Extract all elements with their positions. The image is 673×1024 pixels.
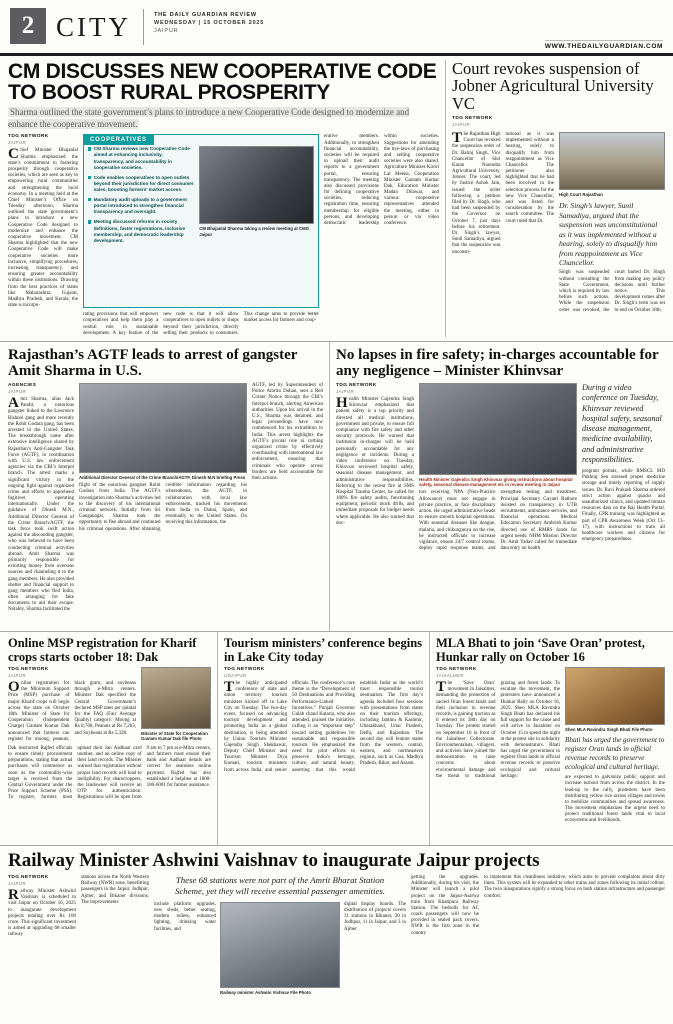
top-band <box>0 56 673 342</box>
body-text: The highly anticipated conference of state and union territory tourism ministers kicked off in Lake City on Tuesday. The two-day event, focused on advancing tourism development and promoting India as a global destination, is being attended by Union Tourism Minister Gajendra Singh Shekhawat, Deputy Chief Minister and Tourism Minister Diya Kumari, tourism ministers from across India, and senior officials. The conference’s core theme is the “Development of 50 Destinations and Providing Performance-Linked Incentives.” Punjab Governor Gulab chand Kataria, who also attended, praised the initiative, calling it an “important step” toward setting guidelines for sustainable and responsible tourism. He emphasized the need for joint efforts to preserve India’s heritage, culture, and natural beauty, asserting that this would establish India as the world’s most responsible tourist destination. The first day’s agenda included four sessions with presentations from states on their tourism offerings, including Jammu & Kashmir, Uttarakhand, Uttar Pradesh, Delhi, and Rajasthan. The second day will feature states from the western, central, eastern, and northeastern regions, such as Goa, Madhya Pradesh, Bihar, and Assam. <box>224 679 423 773</box>
byline-agency: TDG NETWORK <box>224 667 265 672</box>
body-text: AGTF, led by Superintendent of Police Amrita Duhan, sent a Red Corner Notice through the CBI’s Interpol branch, alerting American authorities. Upon his arrival in the U.S., Sharma was detained, and legal proceedings have now commenced for his extradition to India. This arrest highlights the AGTF’s pivotal role in curbing organized crime by effectively coordinating with international law enforcement, ensuring that criminals who operate across borders are held accountable for their actions. <box>252 383 323 481</box>
photo-caption: Health Minister Gajendra Singh Khinvsar giving instructions about hospital safety, seasonal disease management etc in review meeting in Jaipur <box>419 477 573 488</box>
court-right-column <box>559 132 665 337</box>
body-text: include platform upgrades, new sheds, better seating, modern toilets, enhanced lighting, drinking water facilities, and <box>154 901 216 932</box>
coop-bullet-text: Meeting discussed reforms in society definitions, faster registrations, inclusive membership, and democratic leadership development. <box>93 219 186 243</box>
body-text: flight of the notorious gangster Rohit Godara from India. The AGTF’s investigation into Sharma’s activities led to the discovery of his international criminal network. Initially from Sri Ganganagar, Sharma took the opportunity to flee abroad and continued his criminal operations. After obtaining credible information regarding his whereabouts, the AGTF, in collaboration with local law enforcement, tracked his movements from India to Dubai, Spain, and eventually to the United States. On receiving this information, the <box>79 483 247 532</box>
fire-center <box>419 383 577 627</box>
photo-caption: High Court Rajasthan <box>559 191 603 197</box>
body-text: tors receiving NPA (Non-Practice Allowance) must not engage in private practice, or face disciplinary action. He urged administrative heads to ensure smooth hospital operations. With seasonal diseases like dengue, malaria, and chikungunya on the rise, he instructed officials to increase vigilance, ensure 24/7 control rooms, deploy rapid response teams, and strengthen testing and treatment. Principal Secretary Gayatri Rathore insisted on transparency in UTB recruitments, ambulance services, and financial operations. Medical Education Secretary Ambrish Kumar directed use of RMRS funds for urgent needs. NHM Mission Director Dr. Amit Yadav called for immediate data entry on health <box>419 490 577 552</box>
body-text: Singh was suspended without consulting the State Government, which is required by law before such actions. While the suspension order was revoked, the court barred Dr. Singh from making any policy decisions until further notice. This development comes after Dr. Singh’s term was set to end on October 18th. <box>559 270 665 313</box>
fire-right-column <box>582 383 665 627</box>
pull-quote: Bhati has urged the government to register Oran lands in official revenue records to preserve ecological and cultural heritage. <box>565 736 665 772</box>
section-title: CITY <box>56 12 131 42</box>
court-headline: Court revokes suspension of Jobner Agricultural University VC <box>452 59 654 113</box>
middle-band <box>0 342 673 632</box>
photo-caption: Minister of State for Cooperation Gautam Kumar Dak file Photo <box>141 731 208 742</box>
railway-column-1 <box>8 875 76 1007</box>
body-text: Health Minister Gajendra Singh Khinvsar emphasized that patient safety is a top priority and directed all medical institutions, government and private, to ensure full compliance with fire safety and other security protocols. He warned that institution in-charges will be held personally accountable for any negligence or incidents. During a video conference on Tuesday, Khinvsar reviewed hospital safety, seasonal disease management, and administrative responsibilities. Referring to the recent fire at SMS Hospital Trauma Center, he called for 100% fire safety audits, functioning equipment, periodic mock drills, and immediate proposals for budget needs where applicable. He also warned that doc- <box>336 395 414 526</box>
article-msp-registration <box>0 632 218 845</box>
msp-headline: Online MSP registration for Kharif crops starts october 18: Dak <box>8 636 197 664</box>
byline-city: JAIPUR <box>336 389 355 395</box>
court-headline-wrap <box>452 60 665 130</box>
lower-band <box>0 632 673 846</box>
byline-city: JAIPUR <box>8 880 27 886</box>
lead-photo-column <box>199 146 314 303</box>
health-minister-photo <box>419 383 577 475</box>
byline <box>336 383 414 394</box>
article-fire-safety <box>330 342 673 631</box>
railway-deck-quote: These 68 stations were not part of the Amrit Bharat Station Scheme, yet they will receive essential passenger amenities. <box>175 874 385 897</box>
bottom-band <box>0 846 673 1016</box>
agtf-center <box>79 383 247 627</box>
article-court-vc <box>446 60 665 337</box>
mla-bhati-photo <box>565 667 665 725</box>
coop-bullet-text: CM Sharma reviews new Cooperative Code aimed at enhancing inclusivity, transparency, and accountability in cooperative societies. <box>93 146 190 170</box>
photo-caption: Additional Director General of the Crime Branch/AGTF, Dinesh M.N briefing Press <box>79 475 246 481</box>
byline-city: JAIPUR <box>8 140 27 146</box>
court-columns <box>452 129 665 337</box>
photo-caption: Sheo MLA Ravindra Singh Bhati File Photo <box>565 727 653 732</box>
body-text: to implement this cleanliness initiative, which aims to prevent complaints about dirty linen. This system will be expanded to other trains and zones following its initial rollout. The twin inaugurations signify a strong focus on both station infrastructure and passenger comfort. <box>484 874 665 899</box>
railway-minister-photo <box>220 902 340 988</box>
railway-center <box>154 875 406 1007</box>
date-line: WEDNESDAY | 15 OCTOBER 2025 <box>154 20 265 26</box>
body-text: tutional as it was implemented without a hearing, solely to disqualify him from reappointment as Vice Chancellor. The petitioner also highlighted that he had been involved in the selection process for the new Vice Chancellor, and was listed for consideration by the search committee. The court ruled that Dr. <box>505 131 554 224</box>
bullet-square-icon <box>88 198 91 201</box>
pull-quote: During a video conference on Tuesday, Khinvsar reviewed hospital safety, seasonal disease management, medicine availability, and administrative responsibilities. <box>582 383 662 464</box>
coop-bullet-text: Mandatory audit uploads to a government portal introduced to strengthen financial transparency and oversight. <box>93 197 187 215</box>
article-save-oran <box>430 632 673 845</box>
masthead <box>0 0 673 56</box>
page-number: 2 <box>10 8 46 44</box>
masthead-divider <box>143 9 144 45</box>
body-text: erative members. Additionally, to strengthen financial accountability, societies will be required to upload their audit reports to a government portal, ensuring transparency. The meeting also discussed provisions for defining cooperative societies, reducing registration time, ensuring membership for eligible persons, and developing democratic leadership within societies. Suggestions for amending the bye-laws of purchasing and selling cooperative societies were also shared. Agriculture Minister Kirori Lal Meena, Cooperation Minister Gautam Kumar Dak, Education Minister Madan Dilawar, and various cooperative representatives attended the meeting, either in person or via video conference. <box>324 134 439 226</box>
minister-dak-photo <box>141 667 211 729</box>
agtf-briefing-photo <box>79 383 247 473</box>
lead-column-1 <box>8 134 78 337</box>
article-railway-projects <box>8 851 665 1007</box>
bullet-square-icon <box>88 147 91 150</box>
bullet-square-icon <box>88 176 91 179</box>
byline <box>224 667 423 678</box>
pull-quote: Dr. Singh’s lawyer, Sunil Samadiya, argued that the suspension was unconstitutional as it was implemented without a hearing, solely to disqualify him from reappointment as Vice Chancellor. <box>559 201 658 267</box>
cm-meeting-photo <box>199 146 314 224</box>
body-text: rating provisions that will empower cooperatives and help them play a central role in sustainable development. A key feature of the new code is that it will allow cooperatives to open outlets or shops beyond their jurisdiction, directly selling their products to consumers. This change aims to provide better market access for farmers and coop- <box>83 312 319 336</box>
photo-caption: Railway minister Ashwini Vishnav File Photo <box>220 989 311 995</box>
website-url: WWW.THEDAILYGUARDIAN.COM <box>545 40 663 50</box>
byline-city: UDAIPUR <box>224 673 247 678</box>
msp-text-left <box>8 667 136 743</box>
byline-agency: TDG NETWORK <box>8 667 49 672</box>
railway-columns <box>8 875 665 1007</box>
byline-agency: TDG NETWORK <box>8 874 49 880</box>
article-agtf-arrest <box>0 342 330 631</box>
byline <box>452 116 665 127</box>
tourism-headline: Tourism ministers’ conference begins in Lake City today <box>224 636 423 664</box>
body-text: digital display boards. The distribution of projects covers 31 stations in Bikaner, 20 in Jodhpur, 11 in Jaipur, and 3 in Ajmer <box>344 901 406 932</box>
coop-bullet <box>88 197 194 215</box>
body-text: Amit Sharma, alias Jack Pandit, a notorious gangster linked to the Lawrence Bishnoi gang and more recently the Rohit Godara gang, has been arrested in the United States. The breakthrough came after extensive intelligence shared by Rajasthan’s Anti-Gangster Task Force (AGTF), in coordination with U.S. law enforcement agencies via the CBI’s Interpol branch. The arrest marks a significant victory in the ongoing fight against organized crime and efforts to apprehend fugitives operating internationally. Under the guidance of Dinesh M.N., Additional Director General of the Crime Branch/AGTF, the task force took swift action against the absconding gangster, who was believed to have been conducting criminal activities abroad. Amit Sharma was primarily responsible for extorting money from overseas sources and channeling it to the gang members. He also provided shelter and financial support to gang members who fled India, often arranging for fake documents to aid their escape. Notably, Sharma facilitated the <box>8 395 74 613</box>
fire-column-1 <box>336 383 414 627</box>
byline-city: JAIPUR <box>8 389 27 395</box>
article-tourism-conference <box>218 632 430 845</box>
oran-columns <box>436 667 665 841</box>
byline-agency: TDG NETWORK <box>452 115 493 121</box>
coop-bullet-list <box>88 146 194 303</box>
byline-agency: TDG NETWORK <box>8 134 49 140</box>
lead-subhead <box>8 107 439 130</box>
coop-bullet-text: Code enables cooperatives to open outlets beyond their jurisdiction for direct consumer sales, boosting farmers’ market access. <box>93 174 194 193</box>
article-cooperative-code <box>8 60 446 337</box>
byline-city: JAISALMER <box>436 673 464 678</box>
body-text: Dak instructed Rajfed officials to ensure timely procurement preparations, stating that actual purchases will commence as soon as the commodity-wise target is received from the Central Government under the Price Support Scheme (PSS). To register, farmers must upload their Jan Aadhaar card number, and an online copy of their land records. The Minister warned that registration without proper land records will lead to ineligibility. For sharecroppers, the landowner will receive an OTP for authentication. Registrations will be open from 9 am to 7 pm at e-Mitra centers, and farmers must ensure their bank and Aadhaar details are correct for seamless online payment. Rajfed has also established a helpline at 1800-180-6001 for farmer assistance. <box>8 745 211 801</box>
lead-subhead-text: Sharma outlined the state government’s plans to introduce a new Cooperative Code designed to modernize and enhance the cooperative movement. <box>8 107 410 129</box>
byline-agency: TDG NETWORK <box>336 383 377 389</box>
lead-headline: CM DISCUSSES NEW COOPERATIVE CODE TO BOOST RURAL PROSPERITY <box>8 60 437 104</box>
masthead-info <box>154 8 264 34</box>
body-text: The Rajasthan High Court has revoked the suspension order of Dr. Balraj Singh, Vice Chancellor of Shri Karan Narendra Agricultural University, Jobner. The court, led by Justice Ashok Jain, issued the order following a petition filed by Dr. Singh, who had been suspended by the Governor on October 7, just days before his retirement. Dr. Singh’s lawyer, Sunil Samadiya, argued that the suspension was unconsti- <box>452 129 501 255</box>
lead-columns <box>8 134 439 337</box>
byline-city: JAIPUR <box>8 673 27 678</box>
coop-bullet <box>88 146 194 170</box>
fire-headline: No lapses in fire safety; in-charges accountable for any negligence – Minister Khinvsar <box>336 347 659 380</box>
body-text: Chief Minister Bhajanlal Sharma emphasized the state’s commitment to fostering prosperity through cooperative societies, which are seen as key to empowering rural communities and strengthening the local economy. In a meeting held at the Chief Minister’s Office on Tuesday afternoon, Sharma outlined the state government’s plans to introduce a new Cooperative Code designed to modernize and enhance the cooperative movement. CM Sharma highlighted that the new Cooperative Code will make cooperative societies more inclusive, simplifying procedures, increasing transparency, and ensuring greater accountability within these institutions. Drawing from the best practices of states like Maharashtra, Gujarat, Madhya Pradesh, and Kerala, the state is incorpo- <box>8 146 78 309</box>
oran-headline: MLA Bhati to join ‘Save Oran’ protest, Hunkar rally on October 16 <box>436 636 645 664</box>
bullet-square-icon <box>88 220 91 223</box>
body-text: are expected to galvanize public support and increase turnout from across the district. In the lead-up to the rally, protesters have been distributing yellow rice across villages and towns to mobilize communities and spread awareness. The movement emphasizes the urgent need to protect traditional forest lands vital to local ecosystems and livelihoods. <box>565 775 665 824</box>
body-text: The ‘Save Oran’ movement in Jaisalmer, demanding the protection of sacred Oran forest lands and their inclusion in revenue records, is gaining traction as it entered its 38th day on Tuesday. The protest started on September 16 in front of the Jaisalmer Collectorate. Environmentalists, villagers, and activists have joined the demonstration to raise concerns about environmental damage and the threat to traditional grazing and forest lands. To escalate the movement, the protesters have announced a Hunkar Rally on October 16, 2025. Sheo MLA Ravindra Singh Bhati has declared his full support for the cause and will arrive in Jaisalmer on October 15 to spend the night at the protest site in solidarity with demonstrators. Bhati has urged the government to register Oran lands in official revenue records to preserve ecological and cultural heritage. <box>436 679 560 779</box>
body-text: program portals, while RMSCL MD Pukhraj Sen stressed proper medicine storage and timely reporting of supply issues. Dr. Ravi Prakash Sharma ordered strict action against quacks and unauthorized clinics, and updated human resources data on the Raj Health Portal. Finally, CPR training was highlighted as part of CPR Awareness Week (Oct 13–17), with instructions to train all healthcare workers and citizens for emergency preparedness. <box>582 469 665 543</box>
byline <box>8 667 136 678</box>
railway-center-row <box>154 902 406 1007</box>
body-text: stations across the North Western Railway (NWR) zone, benefitting passengers in the Jaipur, Jodhpur, Ajmer, and Bikaner divisions. The improvements <box>81 874 149 905</box>
paper-name: THE DAILY GUARDIAN REVIEW <box>154 12 257 18</box>
body-text: Online registration for the Minimum Support Price (MSP) purchase of major Kharif crops will begin across the state on October 18th. Minister of State for Cooperation (Independent Charge) Gautam Kumar Dak announced that farmers can register for moong, peanuts, black gram, and soybeans through e-Mitra centers. Minister Dak specified the Central Government’s declared MSP rates per quintal for the FAQ (Fair Average Quality) category: Moong at Rs 8,768, Peanuts at Rs 7,263, and Soybeans at Rs 5,328. <box>8 679 136 742</box>
cooperatives-panel <box>83 134 319 308</box>
byline <box>8 383 74 394</box>
high-court-photo <box>559 132 665 190</box>
coop-bullet <box>88 175 194 193</box>
body-text: Railway Minister Ashwini Vaishnav is scheduled to visit Jaipur on October 16, 2025 to inaugurate development projects totaling over Rs 100 crore. This significant investment is aimed at upgrading 68 smaller railway <box>8 886 76 938</box>
railway-headline: Railway Minister Ashwini Vaishnav to inaugurate Jaipur projects <box>8 850 540 871</box>
byline <box>436 667 560 678</box>
msp-photo-column <box>141 667 211 743</box>
byline <box>8 134 78 145</box>
edition-city: JAIPUR <box>154 28 179 34</box>
cooperatives-panel-title: COOPERATIVES <box>83 134 154 145</box>
cooperatives-panel-body <box>88 146 314 303</box>
msp-top <box>8 667 211 743</box>
court-top <box>452 60 665 130</box>
lead-center <box>83 134 319 337</box>
byline-agency: AGENCIES <box>8 383 37 389</box>
coop-bullet <box>88 219 194 243</box>
agtf-columns <box>8 383 323 627</box>
fire-columns <box>336 383 665 627</box>
byline-city: JAIPUR <box>452 121 471 127</box>
byline <box>8 875 76 886</box>
agtf-column-1 <box>8 383 74 627</box>
body-text: getting the upgrades. Additionally, during his visit, the Minister will launch a pilot project on the Jaipur-Asarwa train from Khatipura Railway Station. The bedrolls for AC coach passengers will now be provided in sealed pack covers. NWR is the first zone in the country <box>411 874 479 936</box>
photo-caption: CM Bhajanlal Sharma taking a review meeting at CMO Jaipur <box>199 226 310 237</box>
oran-right-column <box>565 667 665 841</box>
byline-agency: TDG NETWORK <box>436 667 477 672</box>
railway-photo-column <box>220 902 340 1007</box>
agtf-headline: Rajasthan’s AGTF leads to arrest of gangster Amit Sharma in U.S. <box>8 347 298 380</box>
oran-text-left <box>436 667 560 841</box>
